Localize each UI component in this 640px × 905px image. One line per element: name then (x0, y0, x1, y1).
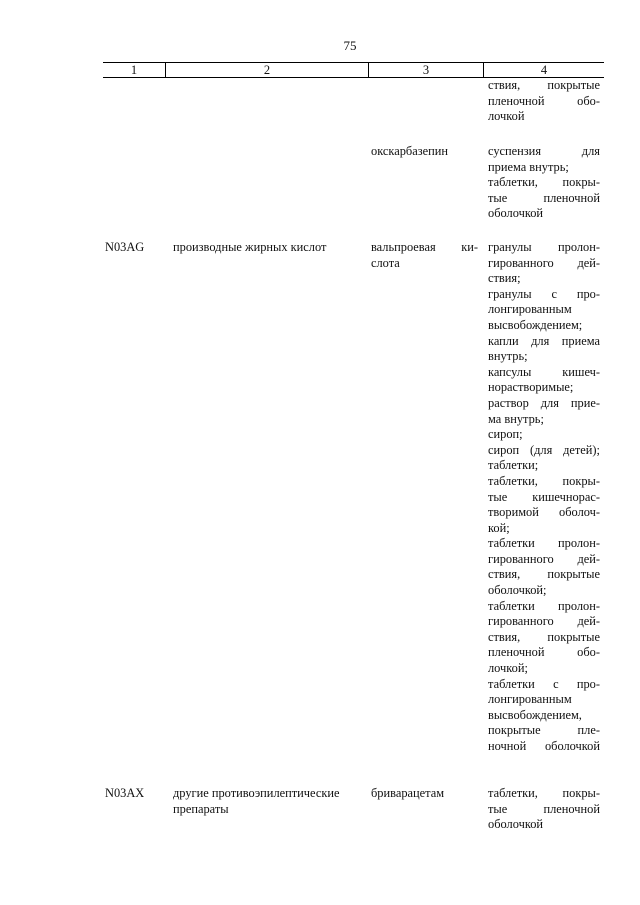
text-line: оболочкой; (488, 583, 547, 598)
row-0-dosage-forms (488, 78, 600, 125)
text-line: норастворимые; (488, 380, 574, 395)
text-line: капсулы кишеч- (488, 364, 600, 379)
header-col-2: 2 (263, 63, 271, 77)
text-line: другие противоэпилептические (173, 786, 340, 800)
text-line: раствор для прие- (488, 395, 600, 410)
text-line: окскарбазепин (371, 144, 449, 158)
row-3-group-name (173, 786, 365, 817)
table-header-row (103, 62, 604, 78)
header-col-4: 4 (540, 63, 548, 77)
text-line: тые пленочной (488, 801, 600, 816)
text-line: капли для приема (488, 333, 600, 348)
text-line: сироп (для детей); (488, 442, 600, 457)
text-line: приема внутрь; (488, 159, 569, 174)
text-line: лочкой (488, 109, 525, 124)
text-line: слота (371, 255, 400, 270)
text-line: тые пленочной (488, 190, 600, 205)
page-number: 75 (343, 38, 357, 53)
text-line: ствия, покрытые (488, 78, 600, 92)
text-line: оболочкой (488, 206, 544, 221)
text-line: бриварацетам (371, 786, 445, 800)
text-line: оболочкой (488, 817, 544, 832)
text-line: ночной оболочкой (488, 739, 600, 753)
text-line: производные жирных кислот (173, 240, 327, 254)
text-line: гированного дей- (488, 255, 600, 270)
text-line: покрытые пле- (488, 723, 600, 738)
text-line: пленочной обо- (488, 93, 600, 108)
text-line: гированного дей- (488, 551, 600, 566)
text-line: таблетки, покры- (488, 175, 600, 190)
text-line: ствия; (488, 271, 521, 286)
row-2-substance (371, 240, 478, 271)
row-3-dosage-forms (488, 786, 600, 833)
text-line: гированного дей- (488, 614, 600, 629)
text-line: высвобождением; (488, 317, 583, 332)
text-line: препараты (173, 801, 229, 816)
text-line: таблетки, покры- (488, 786, 600, 800)
text-line: лочкой; (488, 661, 528, 676)
row-2-dosage-forms (488, 240, 600, 755)
text-line: сироп; (488, 427, 523, 442)
text-line: таблетки пролон- (488, 536, 600, 551)
text-line: творимой оболоч- (488, 505, 600, 520)
text-line: таблетки пролон- (488, 598, 600, 613)
text-line: кой; (488, 520, 510, 535)
text-line: пленочной обо- (488, 645, 600, 660)
row-3-atc-code: N03AX (105, 786, 145, 800)
row-2-atc-code: N03AG (105, 240, 145, 254)
text-line: внутрь; (488, 349, 528, 364)
text-line: таблетки; (488, 458, 539, 473)
text-line: лонгированным (488, 692, 572, 707)
row-2-group-name (173, 240, 365, 256)
row-3-substance (371, 786, 478, 802)
text-line: таблетки, покры- (488, 473, 600, 488)
text-line: гранулы с про- (488, 286, 600, 301)
text-line: ствия, покрытые (488, 629, 600, 644)
text-line: ствия, покрытые (488, 567, 600, 582)
row-1-substance (371, 144, 478, 160)
text-line: тые кишечнорас- (488, 489, 600, 504)
text-line: суспензия для (488, 144, 600, 158)
header-col-1: 1 (130, 63, 138, 77)
header-col-3: 3 (422, 63, 430, 77)
text-line: вальпроевая ки- (371, 240, 478, 254)
text-line: гранулы пролон- (488, 240, 600, 254)
text-line: лонгированным (488, 302, 572, 317)
text-line: высвобождением, (488, 707, 582, 722)
text-line: ма внутрь; (488, 411, 544, 426)
row-1-dosage-forms (488, 144, 600, 222)
text-line: таблетки с про- (488, 676, 600, 691)
